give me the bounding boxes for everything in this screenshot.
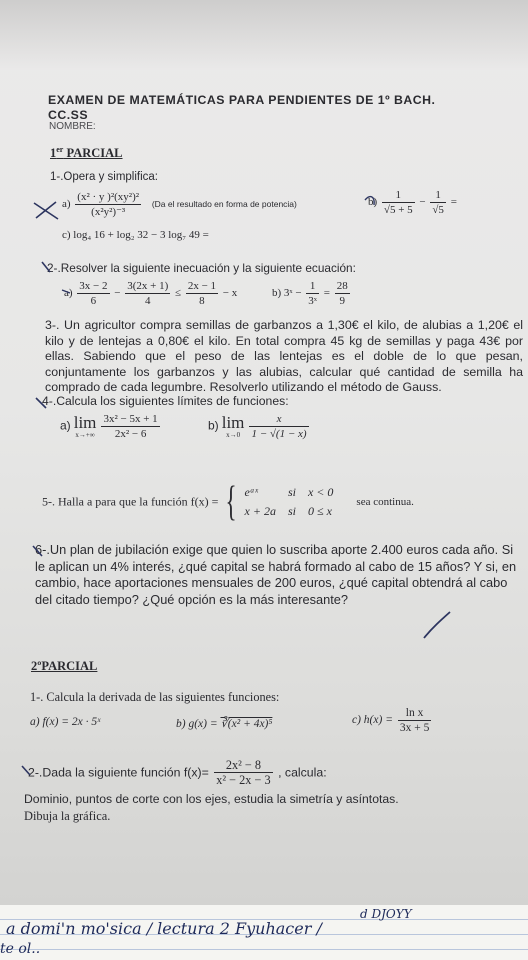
p2-q1-b: b) g(x) = ∛(x² + 4x)⁵ [176, 718, 273, 730]
q1-a-note: (Da el resultado en forma de potencia) [151, 199, 297, 210]
q4-check [36, 398, 46, 408]
q3-text: 3-. Un agricultor compra semillas de garbanzos a 1,30€ el kilo, de alubias a 1,20€ el kilo y de lentejas a 0,80€ el kilo. En total compra 45 kg de semillas y paga 43€ por ellas. Sabiendo que el peso de las lentejas es el doble de lo que pesan, conjuntamente los garbanzos y las alubias, calcular qué cantidad de semilla ha comprado de cada legumbre. Resolverlo utilizando el método de Gauss. [45, 318, 523, 395]
part1-heading: 1er PARCIAL [50, 145, 123, 161]
q1-c: c) log₄ 16 + log₂ 32 − 3 log₇ 49 = [62, 229, 209, 241]
q4-prompt: 4-.Calcula los siguientes límites de funciones: [42, 394, 289, 408]
q1-a: a) $\frac{\text{(x² · y )²(xy²)²}}{\text{(x²y²)⁻³}}$ (Da el resultado en forma de potencia) [62, 191, 297, 218]
q2-check [42, 262, 50, 272]
q4-a: a) lim x→+∞ $\frac{\text{3x² − 5x + 1}}{\text{2x² − 6}}$ [60, 412, 158, 440]
p2-q2-line3: Dibuja la gráfica. [24, 809, 111, 823]
name-label: NOMBRE: [49, 121, 96, 132]
p2-q2-check [22, 766, 30, 775]
b-mark [365, 197, 374, 205]
q2-prompt: 2-.Resolver la siguiente inecuación y la siguiente ecuación: [47, 261, 356, 275]
handwriting-line1: a domi'n mo'sica / lectura 2 Fyuhacer / [6, 919, 322, 938]
p2-q1-prompt: 1-. Calcula la derivada de las siguientes funciones: [30, 690, 280, 704]
q1-a-fraction: $\frac{\text{(x² · y )²(xy²)²}}{\text{(x²y²)⁻³}}$ [77, 191, 140, 218]
q1-prompt: 1-.Opera y simplifica: [50, 171, 159, 183]
part2-heading: 2ºPARCIAL [31, 659, 98, 673]
exam-title-line1: EXAMEN DE MATEMÁTICAS PARA PENDIENTES DE 1º BACH. [48, 93, 436, 107]
slash-mark [424, 612, 450, 638]
q6-check [33, 546, 42, 556]
q2a-mark [62, 290, 70, 293]
notebook-strip [0, 905, 528, 960]
cross-mark [34, 202, 58, 219]
q1-b: b) $\frac{1}{√5 + 5}$ − $\frac{1}{√5}$ = [368, 189, 457, 216]
handwriting-line1-right: d DJOYY [360, 907, 412, 921]
q5-brace: { [225, 479, 237, 525]
exam-title-line2: CC.SS [48, 108, 89, 122]
q5-piecewise: eᵃˣ si x < 0 x + 2a si 0 ≤ x [244, 485, 334, 518]
q2-a: a) $\frac{3x - 2}{6}$ − $\frac{3(2x + 1)}{4}$ ≤ $\frac{2x - 1}{8}$ − x [64, 280, 238, 307]
handwriting-line2: te ol.. [0, 941, 41, 957]
p2-q2-line2: Dominio, puntos de corte con los ejes, estudia la simetría y asíntotas. [24, 792, 399, 806]
q4-b: b) lim x→0 $\frac{x}{1 - √(1 - x)}$ [208, 412, 307, 440]
p2-q1-a: a) f(x) = 2x · 5ˣ [30, 716, 101, 728]
q5: 5-. Halla a para que la función f(x) = { eᵃˣ si x < 0 x + 2a si 0 ≤ x sea continua. [42, 479, 414, 525]
q6-text: 6-.Un plan de jubilación exige que quien lo suscriba aporte 2.400 euros cada año. Si le aplican un 4% interés, ¿qué capital se habrá formado al cabo de 15 años? Y si, en cambio, hace aportaciones mensuales de 200 euros, ¿qué capital obtendrá al cabo del citado tiempo? ¿Qué opción es la más interesante? [35, 542, 517, 607]
p2-q2-prompt: 2-.Dada la siguiente función f(x)= $\frac{\text{2x² − 8}}{\text{x² − 2x − 3}}$ , calcula: [28, 758, 327, 787]
p2-q1-c: c) h(x) = $\frac{\text{ln x}}{3x + 5}$ [352, 707, 430, 734]
q2-b: b) 3ˣ − $\frac{1}{\text{3ˣ}}$ = $\frac{28}{9}$ [272, 280, 348, 307]
